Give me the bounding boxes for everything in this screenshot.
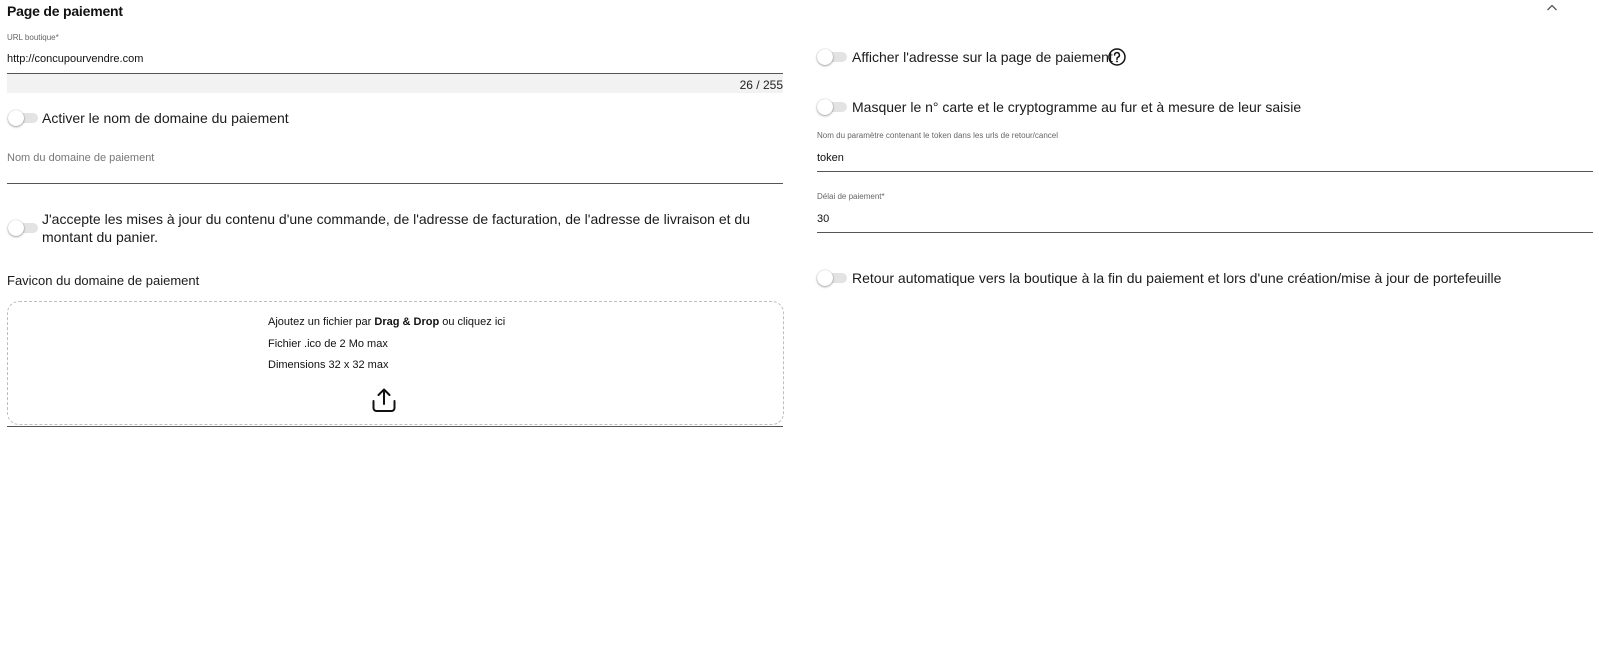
favicon-title: Favicon du domaine de paiement — [7, 273, 200, 288]
payment-domain-input[interactable]: Nom du domaine de paiement — [7, 152, 155, 164]
toggle-knob — [8, 220, 24, 236]
url-char-counter: 26 / 255 — [739, 78, 783, 92]
dropzone-file-limit: Fichier .ico de 2 Mo max — [268, 338, 388, 350]
toggle-payment-domain[interactable] — [8, 110, 38, 126]
section-title: Page de paiement — [7, 3, 123, 19]
toggle-mask-card-label: Masquer le n° carte et le cryptogramme au fur et à mesure de leur saisie — [852, 99, 1302, 115]
token-field-label: Nom du paramètre contenant le token dans les urls de retour/cancel — [817, 131, 1059, 140]
delay-field-label: Délai de paiement* — [817, 192, 885, 201]
toggle-show-address-label: Afficher l'adresse sur la page de paiement — [852, 49, 1113, 65]
toggle-auto-return[interactable] — [817, 270, 847, 286]
toggle-auto-return-label: Retour automatique vers la boutique à la fin du paiement et lors d'une création/mise à jour de portefeuille — [852, 270, 1502, 286]
dropzone-instructions: Ajoutez un fichier par Drag & Drop ou cliquez ici — [268, 316, 506, 328]
toggle-mask-card[interactable] — [817, 99, 847, 115]
url-field-label: URL boutique* — [7, 33, 59, 42]
toggle-knob — [8, 110, 24, 126]
toggle-payment-domain-label: Activer le nom de domaine du paiement — [42, 110, 289, 126]
toggle-show-address[interactable] — [817, 49, 847, 65]
favicon-underline — [7, 426, 783, 427]
favicon-dropzone[interactable] — [7, 301, 784, 425]
help-circle-icon[interactable] — [1108, 48, 1126, 66]
token-input[interactable]: token — [817, 152, 844, 164]
upload-icon — [370, 386, 398, 414]
token-input-underline — [817, 171, 1593, 172]
payment-domain-underline — [7, 183, 783, 184]
chevron-up-icon[interactable] — [1545, 1, 1559, 15]
delay-input-underline — [817, 232, 1593, 233]
toggle-knob — [817, 270, 833, 286]
delay-input[interactable]: 30 — [817, 213, 830, 225]
url-input[interactable]: http://concupourvendre.com — [7, 53, 144, 65]
toggle-accept-updates-label: J'accepte les mises à jour du contenu d'une commande, de l'adresse de facturation, de l'adresse de livraison et du montant du panier. — [42, 211, 750, 245]
toggle-knob — [817, 99, 833, 115]
dropzone-dimensions: Dimensions 32 x 32 max — [268, 359, 389, 371]
toggle-knob — [817, 49, 833, 65]
toggle-accept-updates[interactable] — [8, 220, 38, 236]
